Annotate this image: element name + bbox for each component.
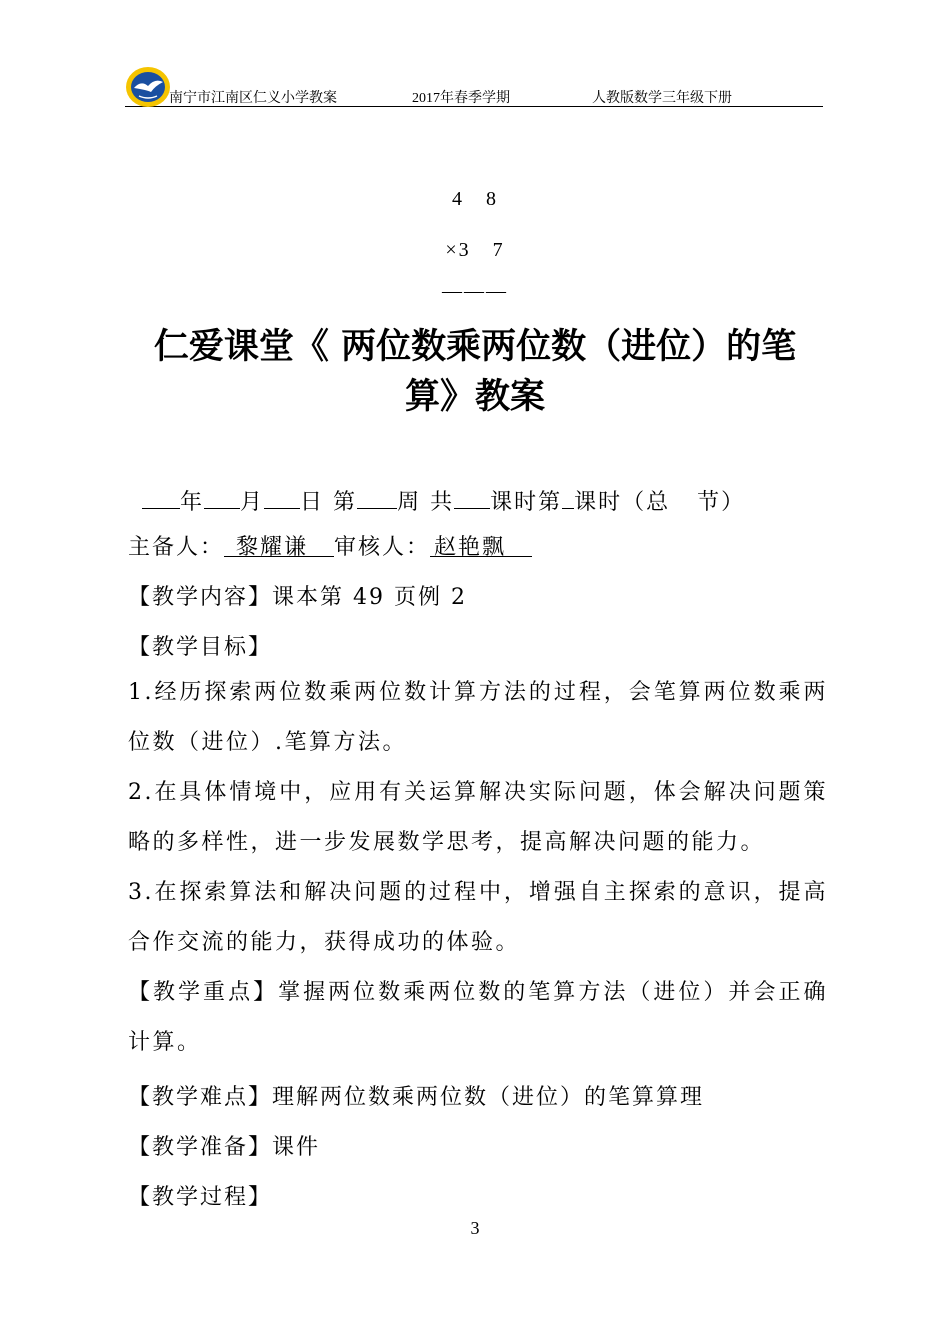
month-label: 月 [240,490,265,515]
day-label: 日 [300,490,325,515]
difficulty-label: 【教学难点】 [128,1085,273,1110]
objective-item-2: 2.在具体情境中，应用有关运算解决实际问题，体会解决问题策略的多样性，进一步发展数学思考，提高解决问题的能力。 [128,780,828,855]
preparation-text: 课件 [272,1135,321,1160]
total-label: 共 [430,490,455,515]
week-prefix: 第 [333,490,358,515]
date-line [142,482,745,516]
key-point-text: 掌握两位数乘两位数的笔算方法（进位）并会正确计算。 [128,980,828,1055]
difficulty-text: 理解两位数乘两位数（进位）的笔算算理 [272,1085,705,1110]
process-label: 【教学过程】 [128,1185,273,1210]
calc-line-1: 4 8 [452,188,498,210]
page-number: 3 [470,1218,480,1238]
main-preparer-name: 黎耀谦 [224,530,334,557]
calc-line-3: ——— [442,280,508,302]
key-point [128,968,828,1068]
week-label: 周 [397,490,422,515]
lesson-blank[interactable] [562,482,574,509]
teaching-content [128,580,467,611]
header-term: 2017年春季学期 [412,91,510,106]
objective-item-3: 3.在探索算法和解决问题的过程中，增强自主探索的意识，提高合作交流的能力，获得成功的体验。 [128,880,828,955]
preparation [128,1130,320,1161]
section-label: 节） [697,490,746,515]
page-title-line-1: 仁爱课堂《 两位数乘两位数（进位）的笔 [153,327,797,367]
day-blank[interactable] [264,482,300,509]
content-text: 课本第 49 页例 2 [272,585,467,610]
reviewer-label: 审核人： [334,535,431,560]
year-label: 年 [180,490,205,515]
key-point-label: 【教学重点】 [128,980,279,1005]
objective-item-1: 1.经历探索两位数乘两位数计算方法的过程，会笔算两位数乘两位数（进位）.笔算方法。 [128,680,828,755]
total-blank[interactable] [454,482,490,509]
page-header [125,62,823,107]
preparers-line [128,530,532,561]
main-preparer-label: 主备人： [128,535,225,560]
preparation-label: 【教学准备】 [128,1135,273,1160]
lessons-a: 课时第 [490,490,563,515]
objectives-label: 【教学目标】 [128,635,273,660]
year-blank[interactable] [142,482,180,509]
reviewer-name: 赵艳飘 [430,530,532,557]
school-logo-icon [125,66,171,108]
month-blank[interactable] [204,482,240,509]
lessons-b: 课时（总 [574,490,671,515]
calc-line-2: ×3 7 [445,239,505,261]
difficulty [128,1080,704,1111]
header-book: 人教版数学三年级下册 [592,91,732,106]
header-school: 南宁市江南区仁义小学教案 [169,91,337,106]
page-title-line-2: 算》教案 [404,377,545,417]
content-label: 【教学内容】 [128,585,273,610]
week-blank[interactable] [357,482,397,509]
